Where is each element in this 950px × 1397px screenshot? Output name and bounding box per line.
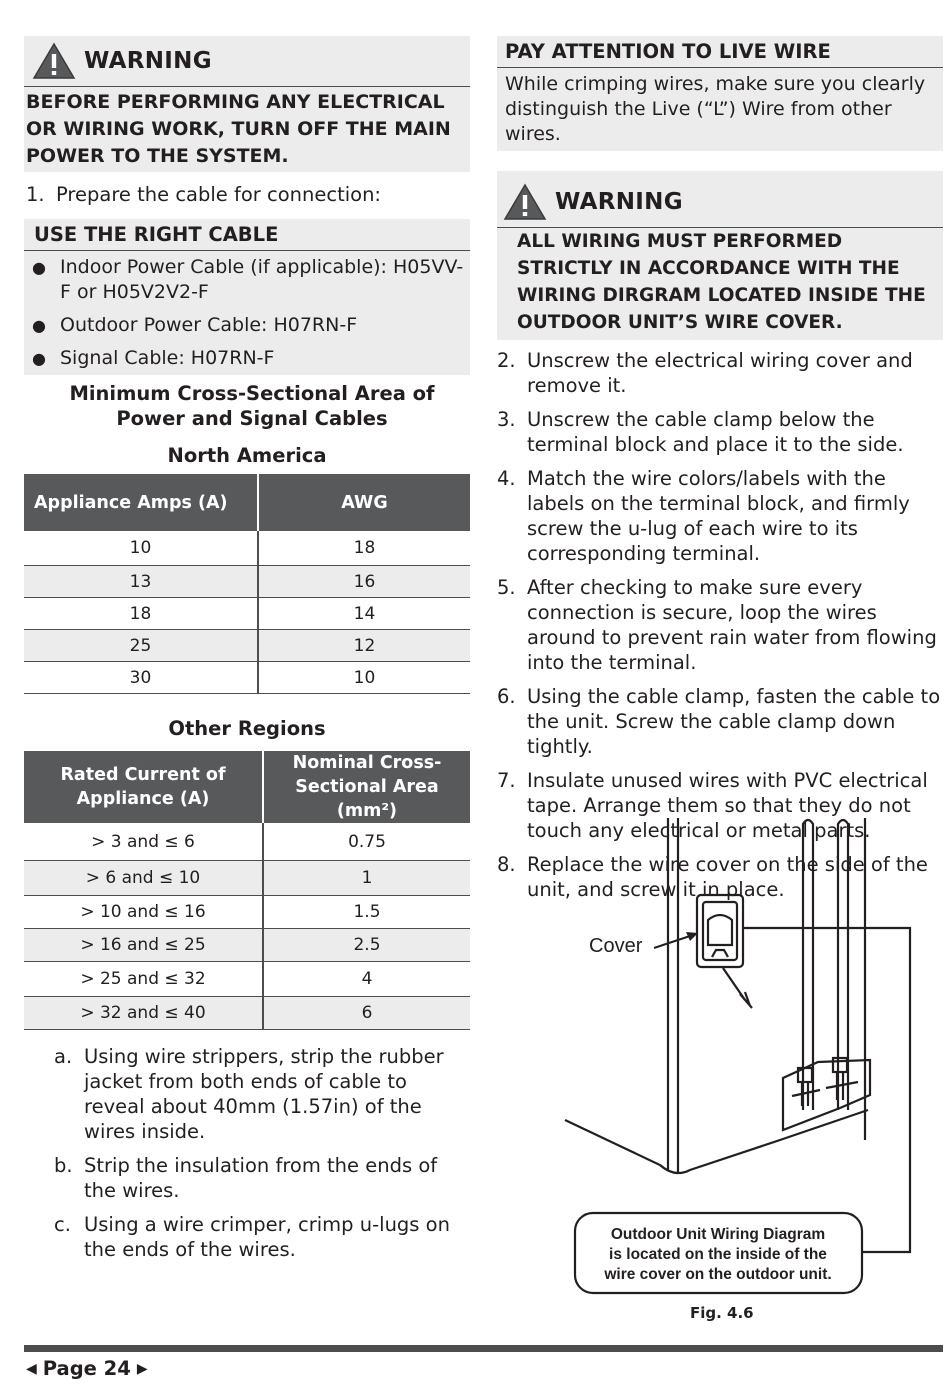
table-cell: 25 bbox=[24, 630, 258, 662]
other-regions-title: Other Regions bbox=[168, 717, 326, 740]
table-cell: > 3 and ≤ 6 bbox=[24, 823, 263, 861]
table-cell: 2.5 bbox=[263, 929, 470, 962]
table-row bbox=[24, 598, 470, 630]
list-item bbox=[54, 1212, 470, 1262]
table-cell: 1 bbox=[263, 861, 470, 896]
step-number: 6. bbox=[497, 685, 516, 708]
right-column bbox=[497, 36, 943, 911]
substep-text: Using a wire crimper, crimp u-lugs on the ends of the wires. bbox=[84, 1213, 450, 1261]
step-number: 1. bbox=[26, 183, 45, 206]
warning-title: WARNING bbox=[555, 189, 683, 215]
table-cell: > 10 and ≤ 16 bbox=[24, 896, 263, 929]
bullet-icon: ● bbox=[32, 258, 46, 277]
live-wire-box bbox=[497, 36, 943, 151]
substep-list bbox=[24, 1044, 470, 1262]
warning-text: BEFORE PERFORMING ANY ELECTRICAL OR WIRING WORK, TURN OFF THE MAIN POWER TO THE SYSTEM. bbox=[26, 91, 451, 167]
table-cell: > 25 and ≤ 32 bbox=[24, 962, 263, 997]
substep-label: c. bbox=[54, 1213, 71, 1236]
table-row bbox=[24, 896, 470, 929]
callout-line-1: Outdoor Unit Wiring Diagram bbox=[610, 1226, 826, 1243]
table-row bbox=[24, 823, 470, 861]
substep-text: Using wire strippers, strip the rubber jacket from both ends of cable to reveal about 40mm (1.57in) of the wires inside. bbox=[84, 1045, 444, 1143]
north-america-table bbox=[24, 474, 470, 694]
table-cell: 13 bbox=[24, 566, 258, 598]
list-item bbox=[497, 684, 943, 759]
step-number: 8. bbox=[497, 853, 516, 876]
table-cell: 1.5 bbox=[263, 896, 470, 929]
list-item bbox=[54, 1044, 470, 1144]
page-footer bbox=[26, 1357, 154, 1380]
table-row bbox=[24, 997, 470, 1030]
bullet-icon: ● bbox=[32, 316, 46, 335]
column-header: Rated Current of Appliance (A) bbox=[24, 751, 263, 823]
table-cell: 16 bbox=[258, 566, 470, 598]
warning-box-power bbox=[24, 36, 470, 172]
previous-page-icon[interactable]: ◀ bbox=[26, 1360, 37, 1377]
list-item bbox=[32, 346, 470, 371]
step-text: Prepare the cable for connection: bbox=[56, 183, 381, 206]
substep-text: Strip the insulation from the ends of the wires. bbox=[84, 1154, 438, 1202]
list-item-text: Signal Cable: H07RN-F bbox=[60, 347, 275, 369]
list-item bbox=[497, 348, 943, 398]
table-cell: > 6 and ≤ 10 bbox=[24, 861, 263, 896]
table-cell: 18 bbox=[24, 598, 258, 630]
warning-title: WARNING bbox=[84, 48, 212, 74]
warning-box-wiring bbox=[497, 171, 943, 340]
step-text: Unscrew the cable clamp below the terminal block and place it to the side. bbox=[527, 408, 904, 456]
table-cell: 0.75 bbox=[263, 823, 470, 861]
north-america-title: North America bbox=[167, 444, 327, 467]
bullet-icon: ● bbox=[32, 349, 46, 368]
step-number: 4. bbox=[497, 467, 516, 490]
column-header: Nominal Cross-Sectional Area (mm²) bbox=[263, 751, 470, 823]
table-cell: > 16 and ≤ 25 bbox=[24, 929, 263, 962]
callout-line-3: wire cover on the outdoor unit. bbox=[604, 1266, 832, 1283]
table-row bbox=[24, 630, 470, 662]
table-cell: 10 bbox=[24, 531, 258, 566]
step-number: 7. bbox=[497, 769, 516, 792]
list-item bbox=[497, 466, 943, 566]
step-text: Unscrew the electrical wiring cover and remove it. bbox=[527, 349, 913, 397]
step-number: 5. bbox=[497, 576, 516, 599]
step-text: Using the cable clamp, fasten the cable to the unit. Screw the cable clamp down tightly. bbox=[527, 685, 941, 758]
left-column bbox=[24, 36, 470, 1271]
table-row bbox=[24, 531, 470, 566]
figure-caption: Fig. 4.6 bbox=[690, 1304, 754, 1322]
step-text: After checking to make sure every connection is secure, loop the wires around to prevent rain water from flowing into the terminal. bbox=[527, 576, 937, 674]
list-item-text: Indoor Power Cable (if applicable): H05VV-F or H05V2V2-F bbox=[60, 256, 464, 303]
outdoor-unit-wiring-figure bbox=[540, 810, 940, 1300]
column-header: Appliance Amps (A) bbox=[24, 474, 258, 531]
warning-triangle-icon bbox=[32, 42, 76, 80]
table-row bbox=[24, 962, 470, 997]
live-wire-heading: PAY ATTENTION TO LIVE WIRE bbox=[497, 36, 943, 68]
table-cell: 12 bbox=[258, 630, 470, 662]
list-item-text: Outdoor Power Cable: H07RN-F bbox=[60, 314, 358, 336]
callout-line-2: is located on the inside of the bbox=[609, 1246, 827, 1263]
table-cell: 14 bbox=[258, 598, 470, 630]
warning-text: ALL WIRING MUST PERFORMED STRICTLY IN ACCORDANCE WITH THE WIRING DIRGRAM LOCATED INSIDE THE OUTDOOR UNIT’S WIRE COVER. bbox=[517, 231, 926, 333]
right-cable-heading: USE THE RIGHT CABLE bbox=[24, 219, 470, 251]
substep-label: b. bbox=[54, 1154, 73, 1177]
table-row bbox=[24, 861, 470, 896]
list-item bbox=[497, 407, 943, 457]
step-1 bbox=[24, 182, 470, 207]
right-cable-box bbox=[24, 219, 470, 375]
step-text: Insulate unused wires with PVC electrical tape. Arrange them so that they do not touch any electrical or metal parts. bbox=[527, 769, 928, 842]
table-cell: 18 bbox=[258, 531, 470, 566]
table-row bbox=[24, 566, 470, 598]
cover-label: Cover bbox=[589, 935, 643, 957]
list-item bbox=[32, 255, 470, 305]
next-page-icon[interactable]: ▶ bbox=[136, 1360, 148, 1377]
table-cell: > 32 and ≤ 40 bbox=[24, 997, 263, 1030]
table-cell: 4 bbox=[263, 962, 470, 997]
cable-list bbox=[24, 251, 470, 375]
table-row bbox=[24, 662, 470, 694]
column-header: AWG bbox=[258, 474, 470, 531]
step-text: Match the wire colors/labels with the labels on the terminal block, and firmly screw the u-lug of each wire to its corresponding terminal. bbox=[527, 467, 910, 565]
table-cell: 10 bbox=[258, 662, 470, 694]
warning-triangle-icon bbox=[503, 183, 547, 221]
page-number: Page 24 bbox=[42, 1357, 131, 1380]
table-cell: 6 bbox=[263, 997, 470, 1030]
warning-header bbox=[497, 171, 943, 228]
footer-rule bbox=[24, 1345, 943, 1352]
live-wire-text: While crimping wires, make sure you clearly distinguish the Live (“L”) Wire from other wires. bbox=[505, 73, 926, 145]
list-item bbox=[54, 1153, 470, 1203]
other-regions-table bbox=[24, 751, 470, 1030]
min-area-title: Minimum Cross-Sectional Area of Power and Signal Cables bbox=[69, 382, 435, 430]
table-row bbox=[24, 929, 470, 962]
table-cell: 30 bbox=[24, 662, 258, 694]
step-number: 3. bbox=[497, 408, 516, 431]
step-text: Replace the wire cover on the side of the unit, and screw it in place. bbox=[527, 853, 928, 901]
warning-header bbox=[24, 36, 470, 87]
step-number: 2. bbox=[497, 349, 516, 372]
list-item bbox=[497, 575, 943, 675]
substep-label: a. bbox=[54, 1045, 73, 1068]
list-item bbox=[32, 313, 470, 338]
